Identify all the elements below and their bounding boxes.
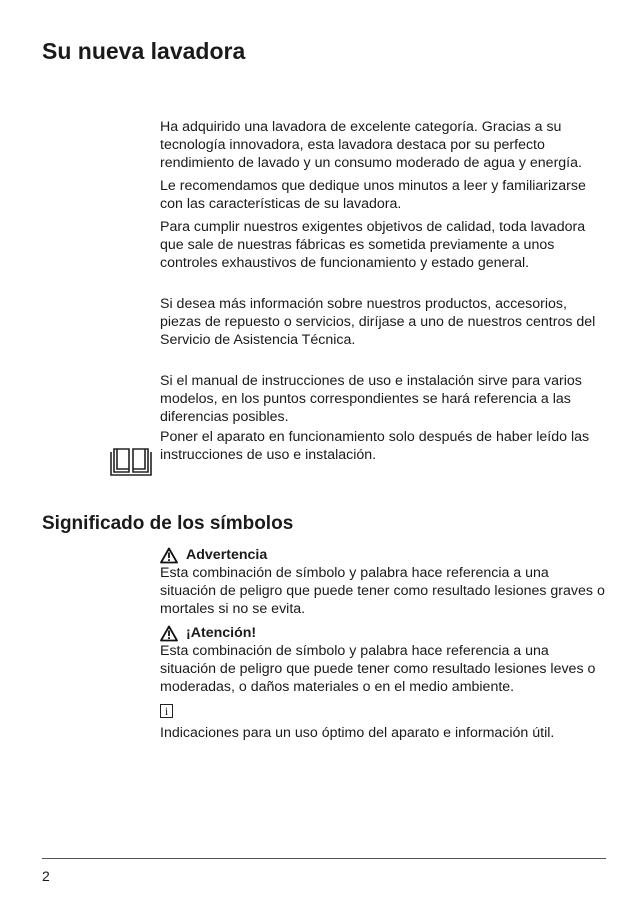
intro-paragraph-6: Poner el aparato en funcionamiento solo después de haber leído las instrucciones de uso e instalación.	[160, 429, 590, 463]
warning-heading	[160, 546, 608, 564]
warning-text: Esta combinación de símbolo y palabra hace referencia a una situación de peligro que puede tener como resultado lesiones graves o mortales si no se evita.	[160, 565, 605, 617]
attention-text: Esta combinación de símbolo y palabra hace referencia a una situación de peligro que puede tener como resultado lesiones leves o moderadas, o daños materiales o en el medio ambiente.	[160, 643, 596, 695]
warning-title: Advertencia	[186, 547, 268, 563]
attention-triangle-icon	[160, 625, 178, 642]
info-text: Indicaciones para un uso óptimo del aparato e información útil.	[160, 725, 555, 741]
info-icon: i	[160, 704, 173, 718]
book-icon	[110, 446, 152, 476]
attention-title: ¡Atención!	[186, 625, 257, 641]
section-title-symbols: Significado de los símbolos	[42, 513, 294, 534]
intro-paragraph-5: Si el manual de instrucciones de uso e instalación sirve para varios modelos, en los puntos correspondientes se hará referencia a las diferencias posibles.	[160, 373, 582, 425]
symbols-block	[160, 546, 608, 742]
info-heading	[160, 702, 608, 720]
page-title: Su nueva lavadora	[42, 38, 246, 64]
intro-paragraph-1: Ha adquirido una lavadora de excelente categoría. Gracias a su tecnología innovadora, esta lavadora destaca por su perfecto rendimiento de lavado y un consumo moderado de agua y energía.	[160, 119, 582, 171]
warning-triangle-icon	[160, 547, 178, 564]
intro-block	[160, 118, 608, 464]
intro-paragraph-4: Si desea más información sobre nuestros productos, accesorios, piezas de repuesto o servicios, diríjase a uno de nuestros centros del Servicio de Asistencia Técnica.	[160, 296, 596, 348]
attention-heading	[160, 624, 608, 642]
intro-paragraph-2: Le recomendamos que dedique unos minutos a leer y familiarizarse con las características de su lavadora.	[160, 178, 586, 212]
page-number: 2	[42, 868, 50, 884]
footer-divider	[42, 858, 606, 859]
intro-paragraph-3: Para cumplir nuestros exigentes objetivos de calidad, toda lavadora que sale de nuestras fábricas es sometida previamente a unos controles exhaustivos de funcionamiento y estado general.	[160, 219, 586, 271]
